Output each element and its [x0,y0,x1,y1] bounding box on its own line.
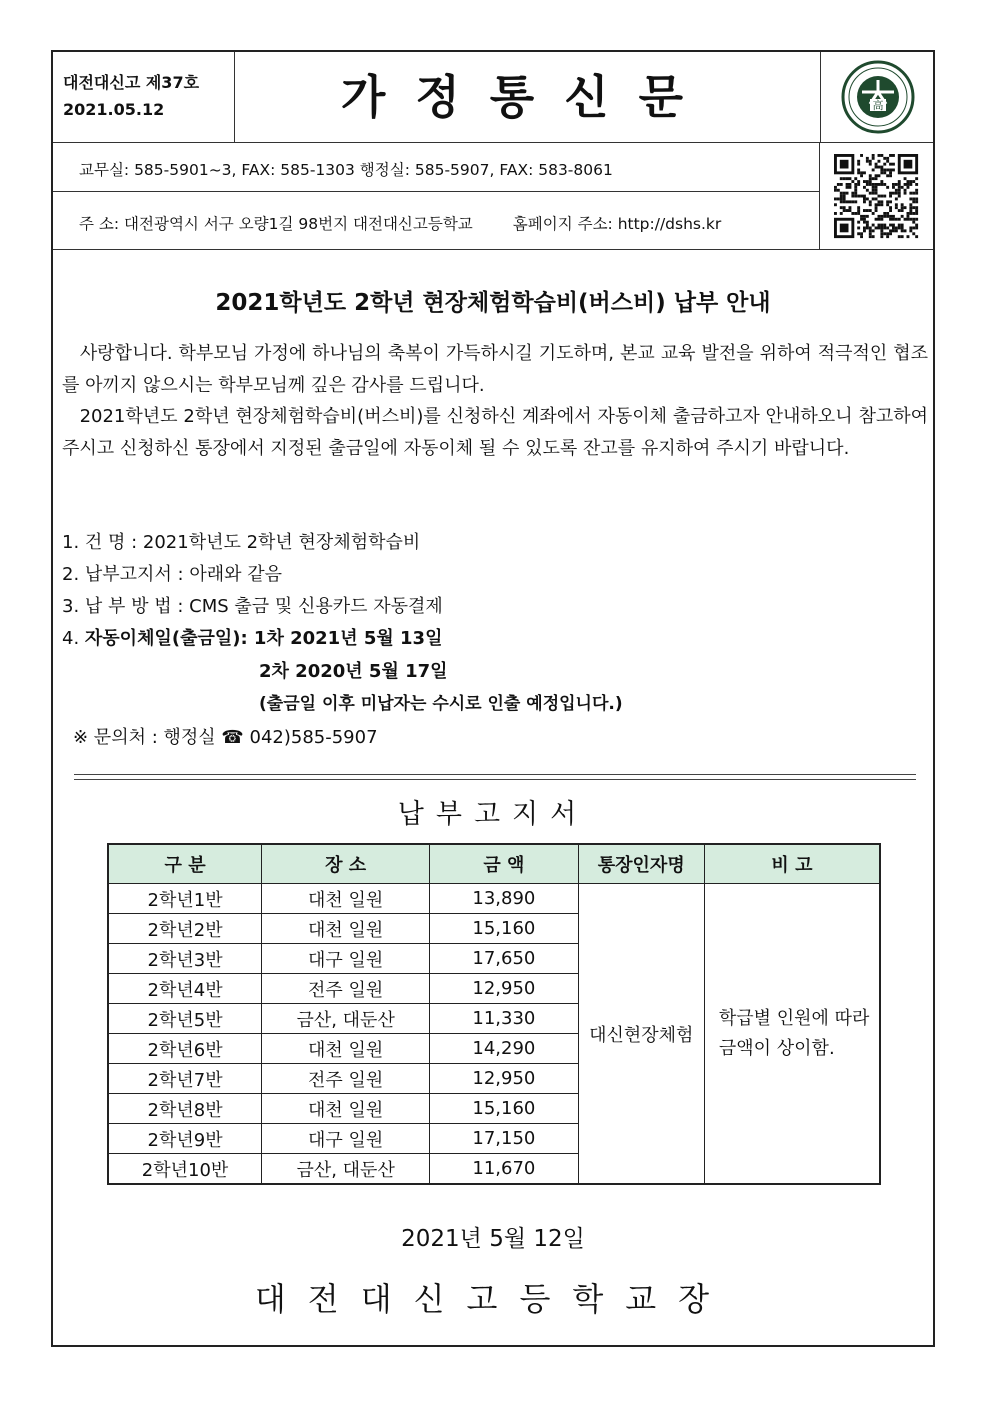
cell-amount: 15,160 [430,914,578,944]
header-top-row [53,52,933,143]
school-address: 주 소: 대전광역시 서구 오량1길 98번지 대전대신고등학교 [79,215,473,233]
header-divider [53,249,933,250]
greeting-paragraph [62,338,928,402]
cell-place: 전주 일원 [262,974,430,1004]
item-method: 3. 납 부 방 법 : CMS 출금 및 신용카드 자동결제 [62,596,443,617]
cell-class: 2학년2반 [108,914,262,944]
bill-title: 납부고지서 [397,799,589,830]
issue-sign-date: 2021년 5월 12일 [401,1226,585,1252]
cell-amount: 13,890 [430,884,578,914]
table-row [108,884,880,914]
header-remark: 비 고 [704,844,880,884]
issue-date: 2021.05.12 [63,100,165,119]
cell-remark: 학급별 인원에 따라 금액이 상이함. [704,884,880,1185]
cell-amount: 12,950 [430,1064,578,1094]
cell-account-name: 대신현장체험 [578,884,704,1185]
contact-numbers: 교무실: 585-5901~3, FAX: 585-1303 행정실: 585-5907, FAX: 583-8061 [79,161,613,179]
logo-character: 高 [872,99,884,112]
header-amount: 금 액 [430,844,578,884]
cell-amount: 12,950 [430,974,578,1004]
cell-class: 2학년7반 [108,1064,262,1094]
header-class: 구 분 [108,844,262,884]
cell-class: 2학년8반 [108,1094,262,1124]
transfer-first: 자동이체일(출금일): 1차 2021년 5월 13일 [84,628,443,649]
address-line [79,212,721,234]
cell-class: 2학년3반 [108,944,262,974]
cell-class: 2학년6반 [108,1034,262,1064]
address-row [53,192,820,249]
school-logo [820,52,934,142]
item-number: 4. [62,628,85,649]
header-place: 장 소 [262,844,430,884]
item-transfer-second [259,657,448,683]
item-bill: 2. 납부고지서 : 아래와 같음 [62,564,283,585]
qr-code[interactable] [820,142,933,249]
item-transfer-date [62,624,442,650]
cell-place: 대구 일원 [262,1124,430,1154]
greeting-text: 사랑합니다. 학부모님 가정에 하나님의 축복이 가득하시길 기도하며, 본교 교육 발전을 위하여 적극적인 협조를 아끼지 않으시는 학부모님께 깊은 감사를 드립니다. [62,343,929,396]
bill-header-row [108,844,880,884]
notice-frame [51,50,935,1347]
header-account-name: 통장인자명 [578,844,704,884]
cell-place: 대천 일원 [262,914,430,944]
inquiry-line: ※ 문의처 : 행정실 ☎ 042)585-5907 [73,727,378,748]
cell-amount: 17,150 [430,1124,578,1154]
cell-class: 2학년9반 [108,1124,262,1154]
cell-place: 전주 일원 [262,1064,430,1094]
cell-place: 대천 일원 [262,1094,430,1124]
contact-row [53,142,820,192]
notice-title: 2021학년도 2학년 현장체험학습비(버스비) 납부 안내 [215,290,771,316]
principal-signature: 대전대신고등학교장 [254,1280,732,1318]
item-transfer-note [259,689,623,714]
cell-class: 2학년1반 [108,884,262,914]
cell-class: 2학년4반 [108,974,262,1004]
transfer-note: (출금일 이후 미납자는 수시로 인출 예정입니다.) [259,694,623,714]
cell-amount: 11,330 [430,1004,578,1034]
transfer-second: 2차 2020년 5월 17일 [259,661,448,682]
cell-place: 대구 일원 [262,944,430,974]
guidance-text: 2021학년도 2학년 현장체험학습비(버스비)를 신청하신 계좌에서 자동이체 출금하고자 안내하오니 참고하여 주시고 신청하신 통장에서 지정된 출금일에 자동이체 될 수 있도록 잔고를 유지하여 주시기 바랍니다. [62,406,928,459]
cell-amount: 11,670 [430,1154,578,1185]
cell-amount: 15,160 [430,1094,578,1124]
qr-code-icon [820,142,933,249]
cell-place: 대천 일원 [262,884,430,914]
school-emblem-icon [821,52,934,142]
cell-place: 금산, 대둔산 [262,1154,430,1185]
page-title: 가정통신문 [340,70,714,124]
cell-place: 금산, 대둔산 [262,1004,430,1034]
bill-table [107,843,881,1185]
cell-amount: 14,290 [430,1034,578,1064]
item-subject: 1. 건 명 : 2021학년도 2학년 현장체험학습비 [62,532,421,553]
homepage-link[interactable]: 홈페이지 주소: http://dshs.kr [512,215,722,233]
guidance-paragraph [62,401,928,465]
cell-class: 2학년5반 [108,1004,262,1034]
cell-amount: 17,650 [430,944,578,974]
cell-class: 2학년10반 [108,1154,262,1185]
issue-number: 대전대신고 제37호 [63,73,200,92]
cell-place: 대천 일원 [262,1034,430,1064]
issue-info [53,52,235,142]
double-divider [74,774,916,780]
